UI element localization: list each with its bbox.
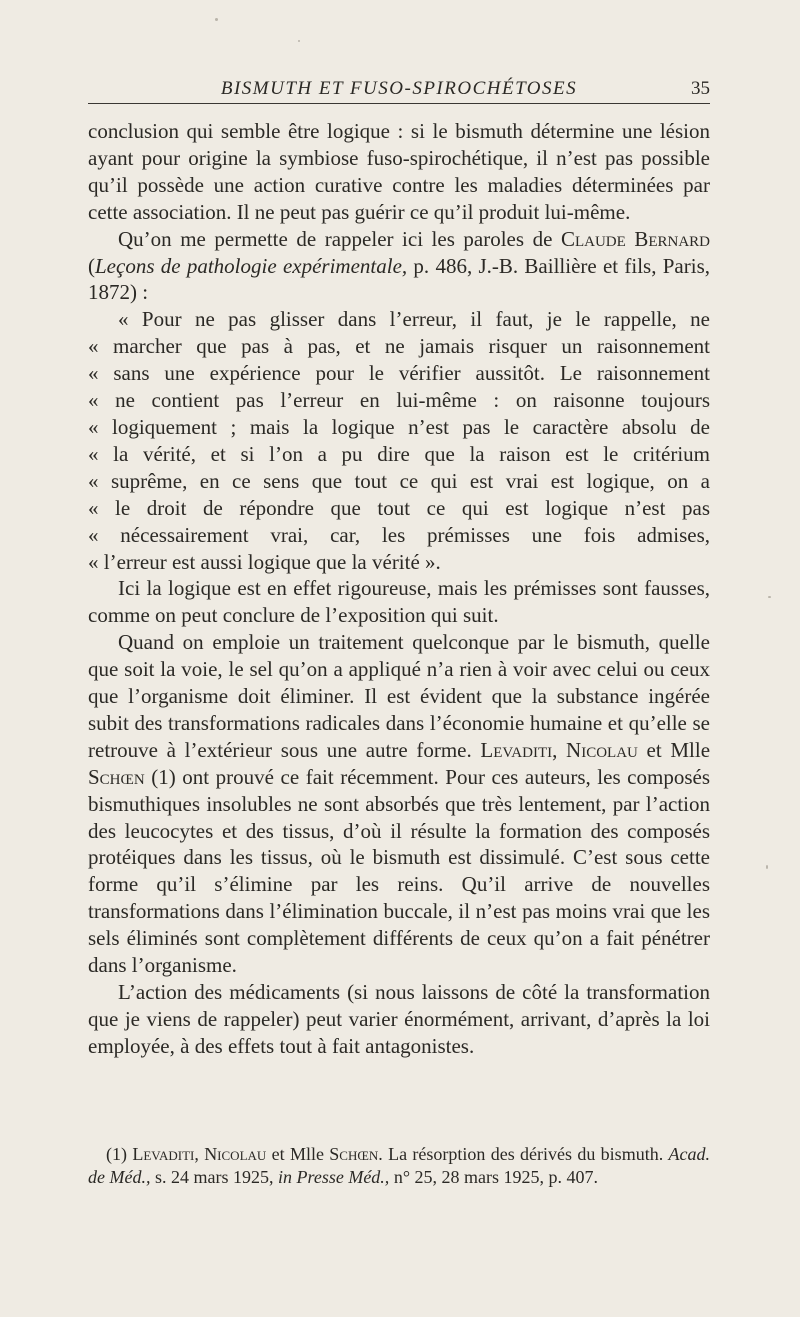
comma: , (552, 737, 558, 762)
footnote-author-nicolau: Nicolau (204, 1144, 267, 1164)
paragraph-3: Ici la logique est en effet rigoureuse, mais les prémisses sont fausses, comme on peut conclure de l’exposition qui suit. (88, 576, 710, 628)
quote-line: « nécessairement vrai, car, les prémisses une fois admises, (88, 522, 710, 547)
footnote (88, 1143, 710, 1189)
footnote-comma: , (194, 1144, 199, 1164)
footnote-in: in (277, 1167, 292, 1187)
header-rule (88, 103, 710, 104)
author-nicolau: Nicolau (566, 737, 638, 762)
et-mlle: et Mlle (646, 737, 711, 762)
author-schoen: Schœn (88, 764, 145, 789)
paragraph-4-end: ont prouvé ce fait récemment. Pour ces auteurs, les composés bismuthiques insolubles ne sont absorbés que très lentement, par l’action des leucocytes et des tissus, d’où il résulte la formation des composés protéiques dans les tissus, où le bismuth est dissimulé. C’est sous cette forme qu’il s’élimine par les reins. Qu’il arrive de nouvelles transformations dans l’élimination buccale, il n’est pas moins vrai que les sels éliminés sont complètement différents de ceux qu’on a fait pénétrer dans l’organisme. (88, 764, 710, 978)
footnote-journal-presse: Presse Méd., (296, 1167, 390, 1187)
page-header (88, 76, 710, 106)
book-title: Leçons de pathologie expérimentale, (95, 253, 408, 278)
page-number: 35 (691, 78, 710, 99)
paragraph-5: L’action des médicaments (si nous laissons de côté la transformation que je viens de rappeler) peut varier énormément, arrivant, d’après la loi employée, à des effets tout à fait antagonistes. (88, 980, 710, 1058)
quotation (88, 306, 710, 575)
author-claude-bernard: Claude Bernard (560, 226, 710, 251)
paragraph-2-end: p. 486, J.-B. Baillière et fils, Paris, 1872) : (88, 253, 710, 305)
quote-line: « la vérité, et si l’on a pu dire que la raison est le critérium (88, 441, 710, 466)
paragraph-4 (88, 629, 710, 979)
footnote-author-levaditi: Levaditi (132, 1144, 195, 1164)
quote-line: « sans une expérience pour le vérifier aussitôt. Le raisonnement (88, 361, 710, 386)
footnote-reference: (1) (151, 764, 176, 789)
quote-line: « marcher que pas à pas, et ne jamais risquer un raisonnement (88, 334, 710, 359)
paragraph-2 (88, 226, 710, 307)
running-title: BISMUTH ET FUSO-SPIROCHÉTOSES (220, 78, 578, 99)
paper-speck (766, 865, 768, 869)
footnote-issue: n° 25, 28 mars 1925, p. 407. (393, 1167, 598, 1187)
footnote-title: . La résorption des dérivés du bismuth. (378, 1144, 664, 1164)
quote-line: « ne contient pas l’erreur en lui-même : on raisonne toujours (88, 388, 710, 413)
quote-line: « logiquement ; mais la logique n’est pas le caractère absolu de (88, 414, 710, 439)
paragraph-2-start: Qu’on me permette de rappeler ici les paroles de (118, 226, 553, 251)
quote-line: « l’erreur est aussi logique que la vérité ». (88, 549, 441, 574)
footnote-author-schoen: Schœn (329, 1144, 379, 1164)
quote-line: « Pour ne pas glisser dans l’erreur, il faut, je le rappelle, ne (118, 307, 710, 332)
paper-speck (215, 18, 218, 21)
paragraph-4-start: Quand on emploie un traitement quelconque par le bismuth, quelle que soit la voie, le sel qu’on a appliqué n’a rien à voir avec celui ou ceux que l’organisme doit éliminer. Il est évident que la substance ingérée subit des transformations radicales dans l’économie humaine et qu’elle se retrouve à l’extérieur sous une autre forme. (88, 630, 710, 762)
main-text (88, 118, 710, 1060)
paragraph-1: conclusion qui semble être logique : si le bismuth détermine une lésion ayant pour origine la symbiose fuso-spirochétique, il n’est pas possible qu’il possède une action curative contre les maladies déterminées par cette association. Il ne peut pas guérir ce qu’il produit lui-même. (88, 119, 710, 224)
author-levaditi: Levaditi (480, 737, 553, 762)
quote-line: « le droit de répondre que tout ce qui est logique n’est pas (88, 495, 710, 520)
footnote-marker: (1) (106, 1144, 127, 1164)
footnote-journal-acad: Acad. de Méd., (88, 1144, 711, 1187)
paper-speck (298, 40, 300, 42)
quote-line: « suprême, en ce sens que tout ce qui est vrai est logique, on a (88, 468, 710, 493)
paper-speck (768, 596, 771, 598)
footnote-et-mlle: et Mlle (271, 1144, 324, 1164)
paragraph-2-open-paren: ( (88, 253, 95, 278)
footnote-session: s. 24 mars 1925, (154, 1167, 274, 1187)
